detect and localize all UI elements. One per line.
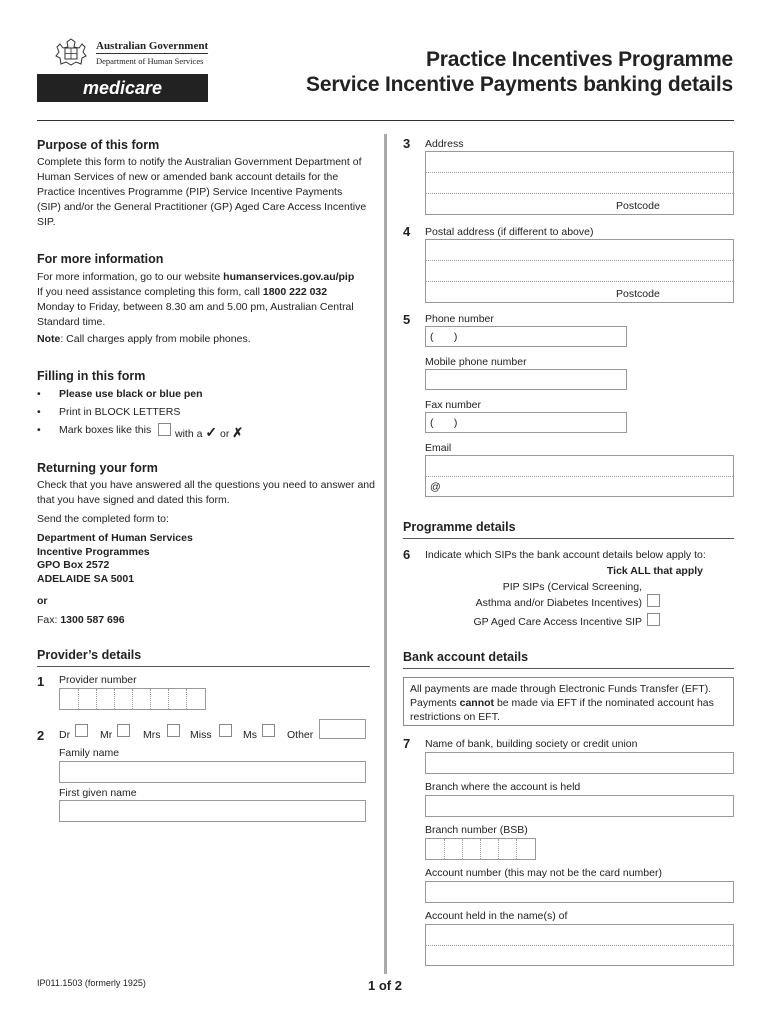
provider-number-input[interactable]	[59, 688, 206, 710]
question-7-number: 7	[403, 736, 411, 751]
account-number-label: Account number (this may not be the card number)	[425, 867, 662, 879]
provider-number-label: Provider number	[59, 674, 137, 686]
family-name-input[interactable]	[59, 761, 366, 783]
fax-input[interactable]	[425, 412, 627, 433]
question-1-number: 1	[37, 674, 45, 689]
tick-all-label: Tick ALL that apply	[606, 565, 703, 577]
return-address: Department of Human Services Incentive Programmes GPO Box 2572 ADELAIDE SA 5001	[37, 532, 193, 585]
medicare-brand: medicare	[82, 78, 163, 98]
email-label: Email	[425, 442, 452, 454]
purpose-heading: Purpose of this form	[37, 138, 160, 152]
purpose-body: Complete this form to notify the Australian Government Department of Human Services of new or amended bank account details for the Practice Incentives Programme (PIP) Service Incentive Payments (SIP) and/or the General Practitioner (GP) Aged Care Access Incentive SIP.	[37, 156, 367, 228]
or-text: or	[37, 595, 48, 607]
more-info-body	[37, 270, 377, 347]
filling-item-2: • Print in BLOCK LETTERS	[37, 406, 181, 418]
header-rule	[37, 120, 734, 121]
returning-body: Check that you have answered all the questions you need to answer and that you have signed and dated this form.	[37, 479, 375, 506]
title-dr-checkbox[interactable]	[75, 724, 88, 737]
filling-item-1: • Please use black or blue pen	[37, 388, 203, 400]
coat-of-arms-icon	[50, 36, 92, 70]
page-number: 1 of 2	[368, 978, 402, 993]
question-2-number: 2	[37, 728, 45, 743]
email-input[interactable]	[425, 455, 734, 497]
family-name-label: Family name	[59, 747, 120, 759]
branch-input[interactable]	[425, 795, 734, 817]
bank-name-label: Name of bank, building society or credit union	[425, 738, 638, 750]
account-name-label: Account held in the name(s) of	[425, 910, 568, 922]
question-3-number: 3	[403, 136, 411, 151]
address-postcode-label: Postcode	[616, 200, 660, 212]
bank-heading: Bank account details	[403, 650, 529, 664]
phone-number: 1800 222 032	[262, 286, 328, 298]
question-4-number: 4	[403, 224, 411, 239]
form-code: IP011.1503 (formerly 1925)	[37, 978, 146, 988]
fax-area-code: ( )	[430, 417, 458, 429]
title-dr-label: Dr	[59, 729, 71, 741]
dept-name: Department of Human Services	[96, 56, 204, 66]
send-to: Send the completed form to:	[37, 513, 169, 525]
bank-name-input[interactable]	[425, 752, 734, 774]
page-title-line2: Service Incentive Payments banking details	[306, 73, 733, 96]
phone-area-code: ( )	[430, 331, 458, 343]
tick-icon: ✓	[205, 424, 218, 440]
gov-name: Australian Government	[96, 40, 209, 52]
website-link[interactable]: humanservices.gov.au/pip	[223, 271, 355, 283]
filling-item-3-mid: with a ✓ or ✗	[175, 424, 244, 440]
more-info-line2: If you need assistance completing this form, call	[37, 286, 263, 298]
postal-address-label: Postal address (if different to above)	[425, 226, 594, 238]
column-divider	[384, 134, 387, 974]
bsb-input[interactable]	[425, 838, 536, 860]
cross-icon: ✗	[232, 425, 244, 440]
mobile-input[interactable]	[425, 369, 627, 390]
gov-divider	[96, 53, 208, 54]
first-name-input[interactable]	[59, 800, 366, 822]
more-info-heading: For more information	[37, 252, 164, 266]
bsb-label: Branch number (BSB)	[425, 824, 528, 836]
question-6-number: 6	[403, 547, 411, 562]
account-name-input[interactable]	[425, 924, 734, 966]
pip-sips-label-line1: PIP SIPs (Cervical Screening,	[502, 581, 642, 593]
title-ms-checkbox[interactable]	[262, 724, 275, 737]
title-mrs-checkbox[interactable]	[167, 724, 180, 737]
email-at-symbol: @	[430, 481, 441, 493]
title-other-label: Other	[287, 729, 314, 741]
postal-address-input[interactable]	[425, 239, 734, 303]
filling-heading: Filling in this form	[37, 369, 146, 383]
note-text: : Call charges apply from mobile phones.	[60, 333, 251, 345]
medicare-logo	[37, 74, 208, 102]
fax-label: Fax number	[425, 399, 482, 411]
branch-label: Branch where the account is held	[425, 781, 581, 793]
phone-input[interactable]	[425, 326, 627, 347]
title-miss-label: Miss	[190, 729, 212, 741]
fax-line: Fax: 1300 587 696	[37, 614, 125, 626]
account-number-input[interactable]	[425, 881, 734, 903]
indicate-label: Indicate which SIPs the bank account details below apply to:	[425, 549, 706, 561]
address-input[interactable]	[425, 151, 734, 215]
gp-aged-care-label: GP Aged Care Access Incentive SIP	[473, 616, 642, 628]
eft-notice: All payments are made through Electronic Funds Transfer (EFT). Payments cannot be made via EFT if the nominated account has restrictions on EFT.	[403, 677, 734, 726]
page-title-line1: Practice Incentives Programme	[425, 48, 733, 71]
title-miss-checkbox[interactable]	[219, 724, 232, 737]
title-other-input[interactable]	[319, 719, 366, 739]
programme-heading: Programme details	[403, 520, 516, 534]
phone-label: Phone number	[425, 313, 494, 325]
filling-item-3: • Mark boxes like this	[37, 424, 152, 436]
bank-rule	[403, 668, 734, 669]
first-name-label: First given name	[59, 787, 137, 799]
provider-rule	[37, 666, 370, 667]
provider-heading: Provider’s details	[37, 648, 142, 662]
note-label: Note	[37, 333, 61, 345]
more-info-line3: Monday to Friday, between 8.30 am and 5.00 pm, Australian Central Standard time.	[37, 301, 354, 328]
pip-sips-checkbox[interactable]	[647, 594, 660, 607]
programme-rule	[403, 538, 734, 539]
title-mr-label: Mr	[100, 729, 113, 741]
title-mr-checkbox[interactable]	[117, 724, 130, 737]
title-mrs-label: Mrs	[143, 729, 161, 741]
pip-sips-label-line2: Asthma and/or Diabetes Incentives)	[475, 597, 642, 609]
postal-postcode-label: Postcode	[616, 288, 660, 300]
address-label: Address	[425, 138, 464, 150]
gp-aged-care-checkbox[interactable]	[647, 613, 660, 626]
mobile-label: Mobile phone number	[425, 356, 527, 368]
returning-heading: Returning your form	[37, 461, 158, 475]
example-checkbox	[158, 423, 171, 436]
question-5-number: 5	[403, 312, 411, 327]
more-info-line1: For more information, go to our website	[37, 271, 224, 283]
title-ms-label: Ms	[243, 729, 257, 741]
